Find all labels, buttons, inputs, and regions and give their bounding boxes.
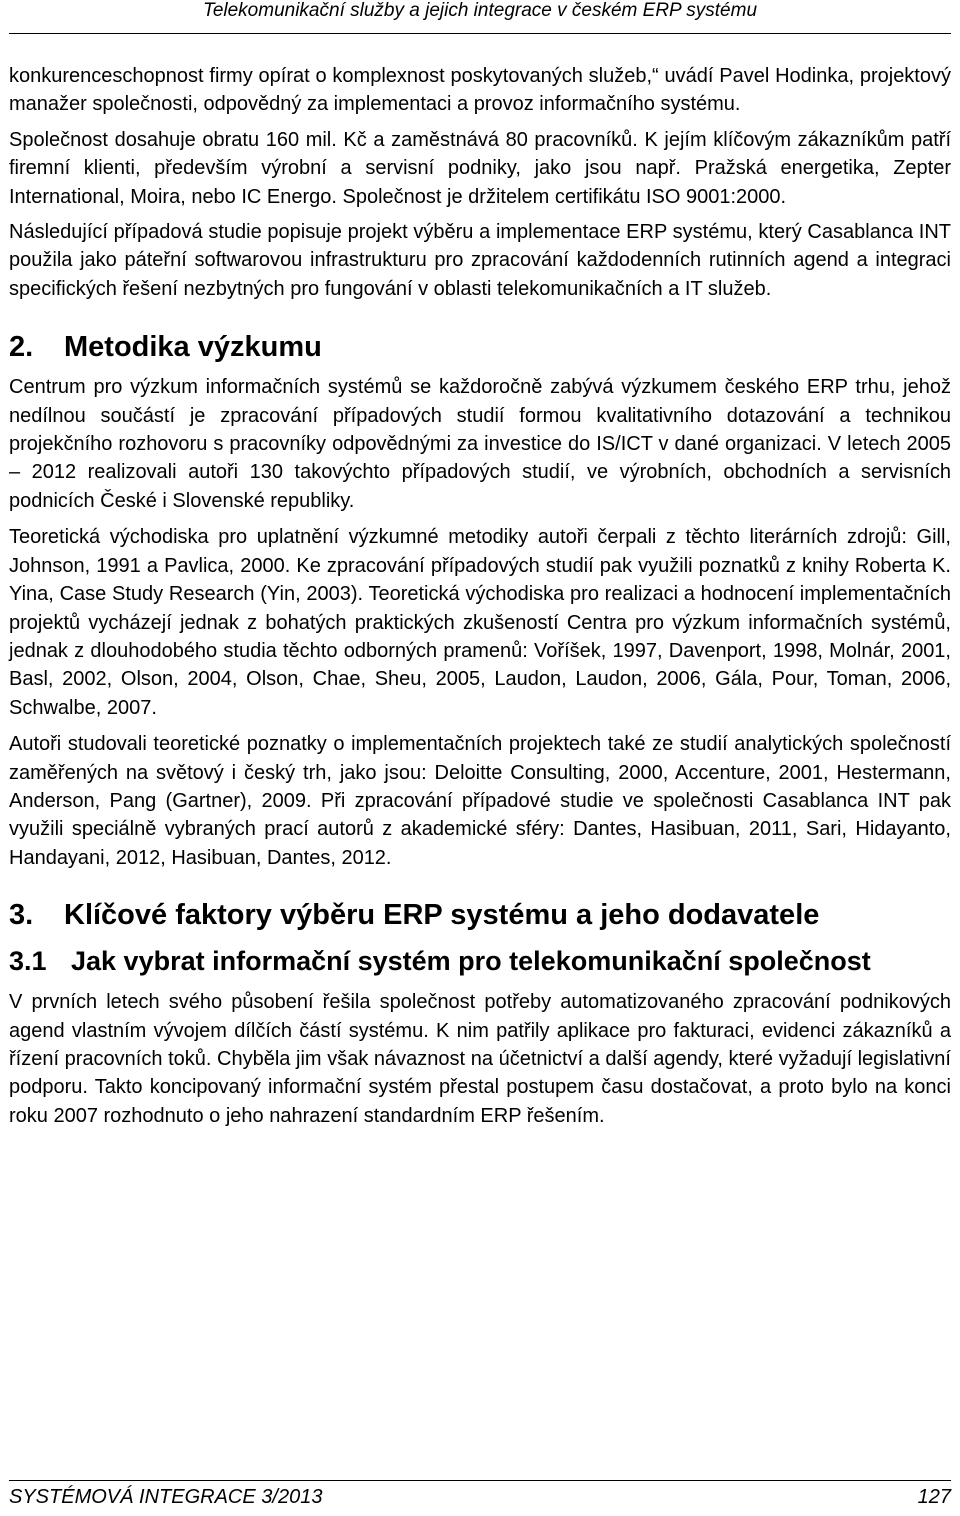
running-header: Telekomunikační služby a jejich integrace v českém ERP systému	[202, 0, 758, 21]
section-title: Klíčové faktory výběru ERP systému a jeho dodavatele	[64, 899, 820, 932]
paragraph-research-center: Centrum pro výzkum informačních systémů se každoročně zabývá výzkumem českého ERP trhu, jehož nedílnou součástí je zpracování případových studií formou kvalitativního dotazování a technikou projekčního rozhovoru s pracovníky odpovědnými za investice do IS/ICT v dané organizaci. V letech 2005 – 2012 realizovali autoři 130 takovýchto případových studií, ve výrobních, obchodních a servisních podnicích České i Slovenské republiky.	[9, 376, 951, 512]
header-divider	[9, 33, 951, 34]
paragraph-early-years: V prvních letech svého působení řešila společnost potřeby automatizovaného zpracování podnikových agend vlastním vývojem dílčích částí systému. K nim patřily aplikace pro fakturaci, evidenci zákazníků a řízení pracovních toků. Chyběla jim však návaznost na účetnictví a další agendy, které vyžadují legislativní podporu. Takto koncipovaný informační systém přestal postupem času dostačovat, a proto bylo na konci roku 2007 rozhodnuto o jeho nahrazení standardním ERP řešením.	[9, 991, 951, 1127]
paragraph-theoretical-basis: Teoretická východiska pro uplatnění výzkumné metodiky autoři čerpali z těchto literárních zdrojů: Gill, Johnson, 1991 a Pavlica, 2000. Ke zpracování případových studií pak využili poznatků z knihy Roberta K. Yina, Case Study Research (Yin, 2003). Teoretická východiska pro realizaci a hodnocení implementačních projektů vycházejí jednak z bohatých praktických zkušeností Centra pro výzkum informačních systémů, jednak z dlouhodobého studia těchto odborných pramenů: Voříšek, 1997, Davenport, 1998, Molnár, 2001, Basl, 2002, Olson, 2004, Olson, Chae, Sheu, 2005, Laudon, Laudon, 2006, Gála, Pour, Toman, 2006, Schwalbe, 2007.	[9, 526, 951, 719]
subsection-title: Jak vybrat informační systém pro telekomunikační společnost	[71, 946, 871, 977]
journal-issue: SYSTÉMOVÁ INTEGRACE 3/2013	[9, 1486, 323, 1508]
paragraph-quote-end: konkurenceschopnost firmy opírat o komplexnost poskytovaných služeb,“ uvádí Pavel Hodinka, projektový manažer společnosti, odpovědný za implementaci a provoz informačního systému.	[9, 65, 951, 116]
subsection-heading-how-to-choose	[9, 945, 951, 978]
page-number: 127	[917, 1486, 951, 1508]
paragraph-case-study-intro: Následující případová studie popisuje projekt výběru a implementace ERP systému, který Casablanca INT použila jako páteřní softwarovou infrastrukturu pro zpracování každodenních rutinních agend a integraci specifických řešení nezbytných pro fungování v oblasti telekomunikačních a IT služeb.	[9, 221, 951, 300]
paragraph-analyst-studies: Autoři studovali teoretické poznatky o implementačních projektech také ze studií analytických společností zaměřených na světový i český trh, jako jsou: Deloitte Consulting, 2000, Accenture, 2001, Hestermann, Anderson, Pang (Gartner), 2009. Při zpracování případové studie ve společnosti Casablanca INT pak využili speciálně vybraných prací autorů z akademické sféry: Dantes, Hasibuan, 2011, Sari, Hidayanto, Handayani, 2012, Hasibuan, Dantes, 2012.	[9, 733, 951, 869]
section-title: Metodika výzkumu	[64, 331, 322, 364]
section-heading-methodology	[9, 329, 951, 365]
section-number: 3.	[9, 899, 34, 932]
subsection-number: 3.1	[9, 946, 47, 977]
section-heading-key-factors	[9, 897, 951, 933]
footer-divider	[9, 1480, 951, 1481]
article-body	[9, 62, 951, 1130]
section-number: 2.	[9, 331, 34, 364]
paragraph-company-profile: Společnost dosahuje obratu 160 mil. Kč a zaměstnává 80 pracovníků. K jejím klíčovým zákazníkům patří firemní klienti, především výrobní a servisní podniky, jako jsou např. Pražská energetika, Zepter International, Moira, nebo IC Energo. Společnost je držitelem certifikátu ISO 9001:2000.	[9, 128, 951, 208]
